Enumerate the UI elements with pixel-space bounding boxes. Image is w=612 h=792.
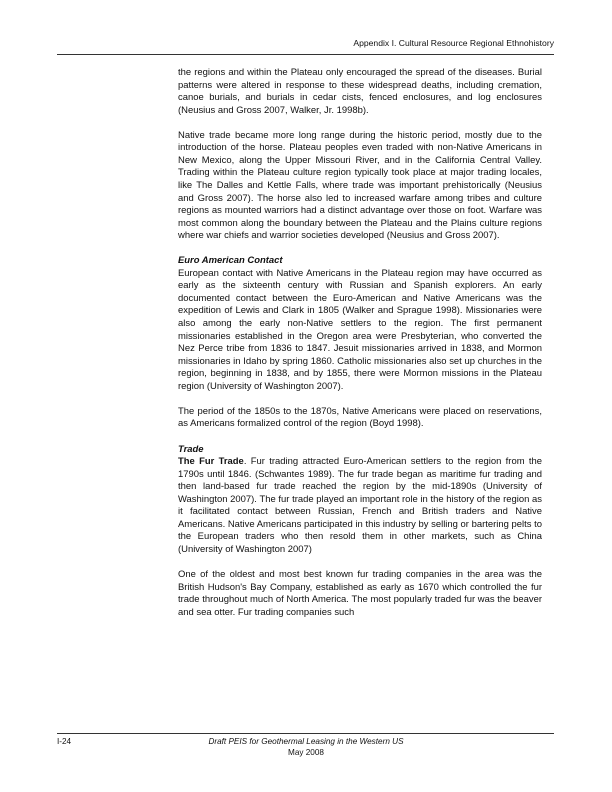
body-text [178, 67, 542, 632]
header-divider [57, 54, 554, 55]
fur-trade-runin-heading: The Fur Trade [178, 456, 244, 468]
paragraph-native-trade: Native trade became more long range during the historic period, mostly due to the introduction of the horse. Plateau peoples even traded with non-Native Americans in New Mexico, along the Upper Missouri River, and in the California Central Valley. Trading within the Plateau culture region typically took place at major trading locales, like The Dalles and Kettle Falls, where trade was important prehistorically (Neusius and Gross 2007). The horse also led to increased warfare among tribes and culture regions as mounted warriors had a distinct advantage over those on foot. Warfare was most common along the boundary between the Plateau and the Plains culture regions where war chiefs and warrior societies developed (Neusius and Gross 2007). [178, 129, 542, 242]
running-header: Appendix I. Cultural Resource Regional Ethnohistory [353, 38, 554, 48]
paragraph-european-contact: European contact with Native Americans in the Plateau region may have occurred as early as the sixteenth century with Russian and Spanish explorers. An early documented contact between the Euro-American and Native Americans was the expedition of Lewis and Clark in 1805 (Walker and Sprague 1998). Missionaries were also among the early non-Native settlers to the region. The first permanent missionaries established in the Oregon area were Presbyterian, who converted the Nez Perce tribe from 1836 to 1847. Jesuit missionaries arrived in 1838, and Mormon missionaries in Idaho by spring 1860. Catholic missionaries also set up churches in the region, beginning in 1838, and by 1855, there were Mormon missions in the Plateau region (University of Washington 2007). [178, 267, 542, 392]
paragraph-fur-trade [178, 456, 542, 556]
fur-trade-text: . Fur trading attracted Euro-American settlers to the region from the 1790s until 1846. (Schwantes 1989). The fur trade began as maritime fur trading and then land-based fur trade reached the region by the mid-1890s (University of Washington 2007). The fur trade played an important role in the history of the region as it facilitated contact between Russian, French and British traders and Native Americans. Native Americans participated in this industry by selling or bartering pelts to the European traders who then resold them in other markets, such as China (University of Washington 2007) [178, 456, 542, 555]
heading-trade: Trade [178, 443, 204, 455]
paragraph-hudsons-bay: One of the oldest and most best known fur trading companies in the area was the British Hudson's Bay Company, established as early as 1670 which controlled the fur trade throughout much of North America. The most popularly traded fur was the beaver and sea otter. Fur trading companies such [178, 569, 542, 618]
footer-divider [57, 733, 554, 734]
paragraph-disease-burial: the regions and within the Plateau only encouraged the spread of the diseases. Burial patterns were altered in response to these widespread deaths, including cremation, canoe burials, and burials in cedar cists, fenced enclosures, and log enclosures (Neusius and Gross 2007, Walker, Jr. 1998b). [178, 67, 542, 116]
footer-document-title: Draft PEIS for Geothermal Leasing in the Western US [208, 737, 404, 746]
footer-date: May 2008 [288, 748, 324, 757]
heading-euro-american-contact: Euro American Contact [178, 255, 283, 267]
footer-center [150, 736, 462, 758]
paragraph-reservations: The period of the 1850s to the 1870s, Native Americans were placed on reservations, as Americans formalized control of the region (Boyd 1998). [178, 405, 542, 430]
page-number: I-24 [57, 737, 72, 746]
